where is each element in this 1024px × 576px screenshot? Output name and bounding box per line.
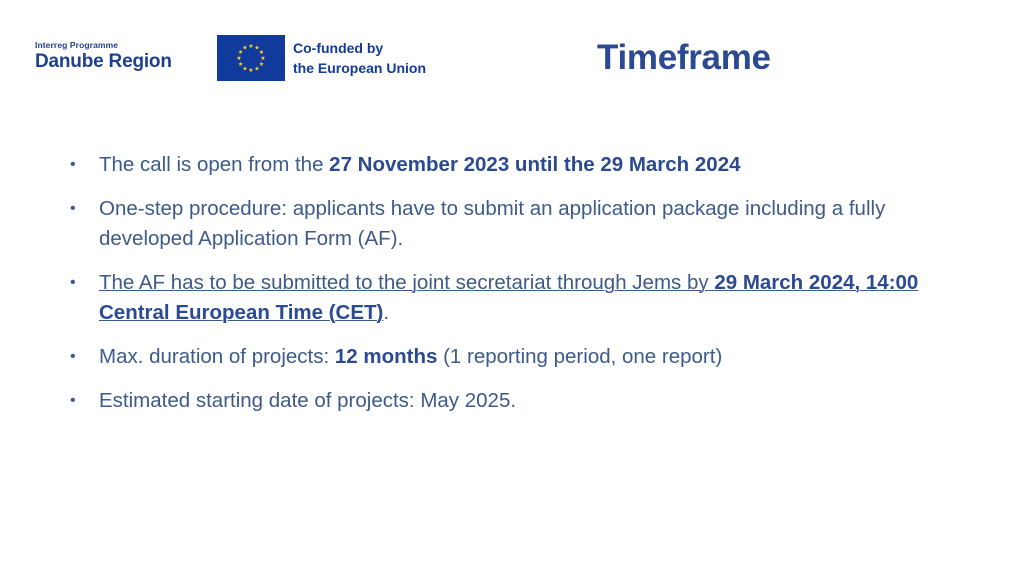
- bullet-item-submission: [70, 268, 950, 328]
- bullet-link[interactable]: [99, 271, 918, 324]
- bullet-item: [70, 150, 950, 180]
- svg-text:★: ★: [237, 49, 244, 56]
- bullet-text: The call is open from the: [99, 153, 330, 176]
- svg-text:★: ★: [254, 44, 260, 52]
- svg-text:★: ★: [242, 65, 248, 73]
- slide-title: Timeframe: [597, 38, 771, 77]
- bullet-dot: •: [70, 200, 76, 217]
- svg-text:★: ★: [254, 65, 260, 73]
- bullet-list: [70, 150, 950, 430]
- slide-header: [0, 0, 1024, 110]
- eu-line-2: the European Union: [293, 60, 426, 76]
- svg-text:★: ★: [258, 49, 265, 56]
- svg-text:★: ★: [237, 61, 244, 68]
- bullet-dot: •: [70, 156, 76, 173]
- bullet-bold: 12 months: [334, 345, 438, 368]
- svg-text:★: ★: [258, 61, 265, 68]
- bullet-post: (1 reporting period, one report): [437, 345, 723, 368]
- eu-flag-icon: [217, 35, 285, 81]
- bullet-item: [70, 386, 950, 416]
- logo-program-name: Danube Region: [35, 51, 172, 72]
- bullet-dot: •: [70, 274, 76, 291]
- eu-cofunded-text: [293, 38, 426, 78]
- bullet-text: Max. duration of projects:: [99, 345, 335, 368]
- svg-text:★: ★: [248, 43, 254, 50]
- svg-text:★: ★: [242, 44, 248, 52]
- bullet-dot: •: [70, 392, 76, 409]
- svg-text:★: ★: [236, 55, 242, 62]
- eu-line-1: Co-funded by: [293, 40, 384, 56]
- bullet-item: [70, 194, 950, 254]
- bullet-text: One-step procedure: applicants have to submit an application package including a fully developed Application Form (AF).: [99, 197, 886, 250]
- bullet-item: [70, 342, 950, 372]
- eu-stars-icon: [217, 35, 285, 81]
- bullet-text: Estimated starting date of projects: May 2025.: [99, 389, 517, 412]
- bullet-dot: •: [70, 348, 76, 365]
- interreg-logo: [35, 40, 172, 74]
- bullet-bold: 29 March 2024, 14:00 Central European Time (CET): [99, 271, 919, 324]
- svg-text:★: ★: [248, 67, 254, 74]
- bullet-bold: 27 November 2023 until the 29 March 2024: [329, 153, 741, 176]
- svg-text:★: ★: [260, 55, 266, 62]
- bullet-text: The AF has to be submitted to the joint secretariat through Jems by: [99, 271, 715, 294]
- bullet-post: .: [383, 301, 390, 324]
- logo-program-label: Interreg Programme: [35, 40, 119, 50]
